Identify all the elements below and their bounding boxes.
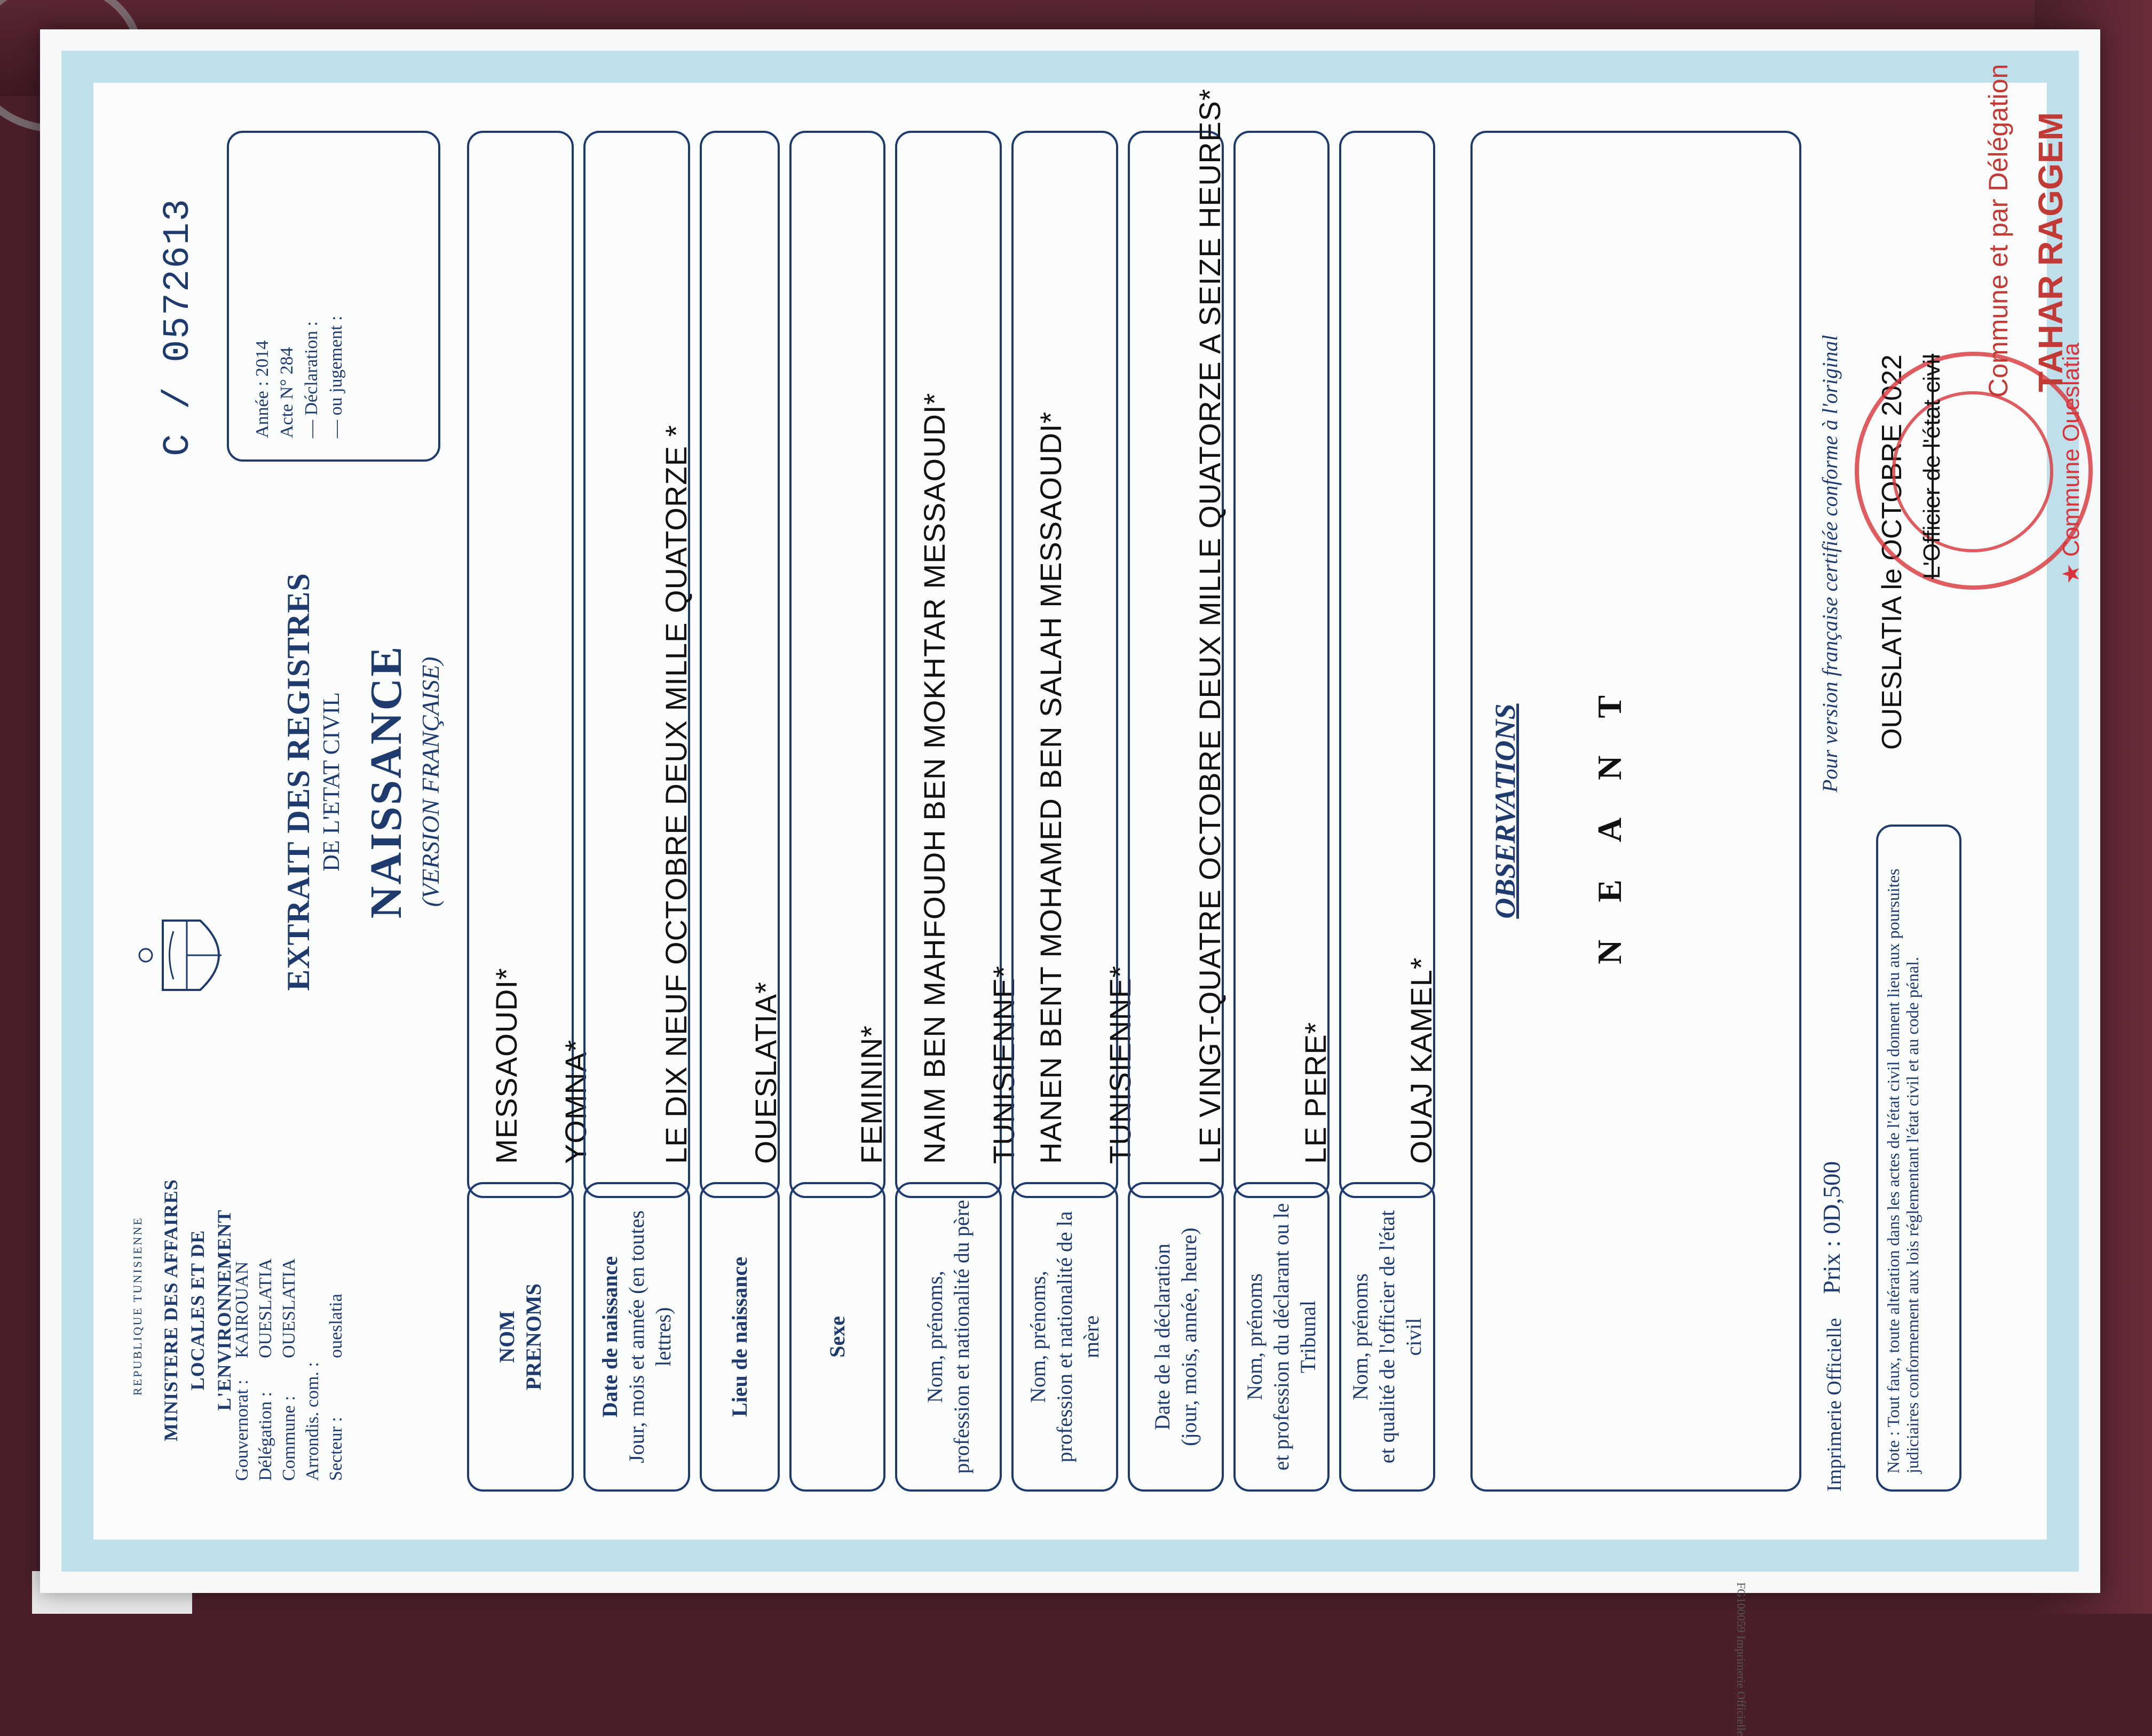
- location-info: Gouvernorat : KAIROUAN Délégation : OUESLATIA Commune : OUESLATIA Arrondis. com. : Secteur : oueslatia: [232, 1258, 346, 1481]
- register-box: Année : 2014 Acte N° 284 — Déclaration : — ou jugement :: [227, 131, 440, 462]
- delegation-label: Commune et par Délégation: [1983, 64, 2013, 398]
- certification-text: Pour version française certifiée conforme à l'original: [1818, 335, 1842, 792]
- stamp-text: ★ Commune Oueslatia: [2058, 343, 2084, 584]
- observations-value: NEANT: [1591, 657, 1628, 965]
- document-subtitle: DE L'ETAT CIVIL: [318, 692, 344, 871]
- field-sexe: Sexe FEMININ*: [789, 131, 885, 1492]
- republique-label: REPUBLIQUE TUNISIENNE: [131, 1216, 144, 1396]
- ministry-name: MINISTERE DES AFFAIRES LOCALES ET DE L'ENVIRONNEMENT: [160, 1179, 235, 1441]
- stamp-inner-ring-icon: [1892, 391, 2053, 552]
- price-label: Prix : 0D,500: [1818, 1161, 1845, 1294]
- signer-name: TAHAR RAGGEM: [2031, 112, 2070, 392]
- birth-certificate-document: [40, 29, 2100, 1736]
- certificate-fields: [467, 88, 1445, 1492]
- imprimerie-label: Imprimerie Officielle: [1823, 1318, 1846, 1492]
- serial-number: C / 0572613: [157, 197, 200, 456]
- officer-title: L'Officier de l'état civil: [1919, 354, 1945, 579]
- field-mere: Nom, prénoms, profession et nationalité de la mère HANEN BENT MOHAMED BEN SALAH MESSAOUDI* TUNISIENNE*: [1011, 131, 1118, 1492]
- observations-box: [1470, 131, 1801, 1492]
- field-nom-prenoms: NOM PRENOMS MESSAOUDI* YOMNA*: [467, 131, 574, 1492]
- field-lieu-naissance: Lieu de naissance OUESLATIA*: [700, 131, 780, 1492]
- document-title: EXTRAIT DES REGISTRES: [281, 573, 316, 991]
- coat-of-arms-icon: [136, 910, 243, 1001]
- document-version: (VERSION FRANÇAISE): [417, 656, 444, 907]
- legal-note: Note : Tout faux, toute altération dans les actes de l'état civil donnent lieu aux poursuites judiciaires conformement aux lois réglementant l'état civil et au code pénal.: [1876, 825, 1961, 1492]
- observations-title: OBSERVATIONS: [1489, 703, 1521, 919]
- place-date: OUESLATIA le OCTOBRE 2022: [1877, 354, 1908, 750]
- field-officier: Nom, prénoms et qualité de l'officier de l'état civil OUAJ KAMEL*: [1339, 131, 1435, 1492]
- document-type: NAISSANCE: [361, 645, 411, 919]
- field-date-naissance: Date de naissance Jour, mois et année (en toutes lettres) LE DIX NEUF OCTOBRE DEUX MILLE QUATORZE *: [583, 131, 690, 1492]
- field-declaration: Date de la déclaration (jour, mois, année, heure) LE VINGT-QUATRE OCTOBRE DEUX MILLE QUATORZE A SEIZE HEURES*: [1128, 131, 1224, 1492]
- field-declarant: Nom, prénoms et profession du déclarant ou le Tribunal LE PERE*: [1233, 131, 1330, 1492]
- field-pere: Nom, prénoms, profession et nationalité du père NAIM BEN MAHFOUDH BEN MOKHTAR MESSAOUDI* TUNISIENNE*: [895, 131, 1002, 1492]
- printer-imprint: FG100059 Imprimerie Officielle: [1735, 1582, 1748, 1736]
